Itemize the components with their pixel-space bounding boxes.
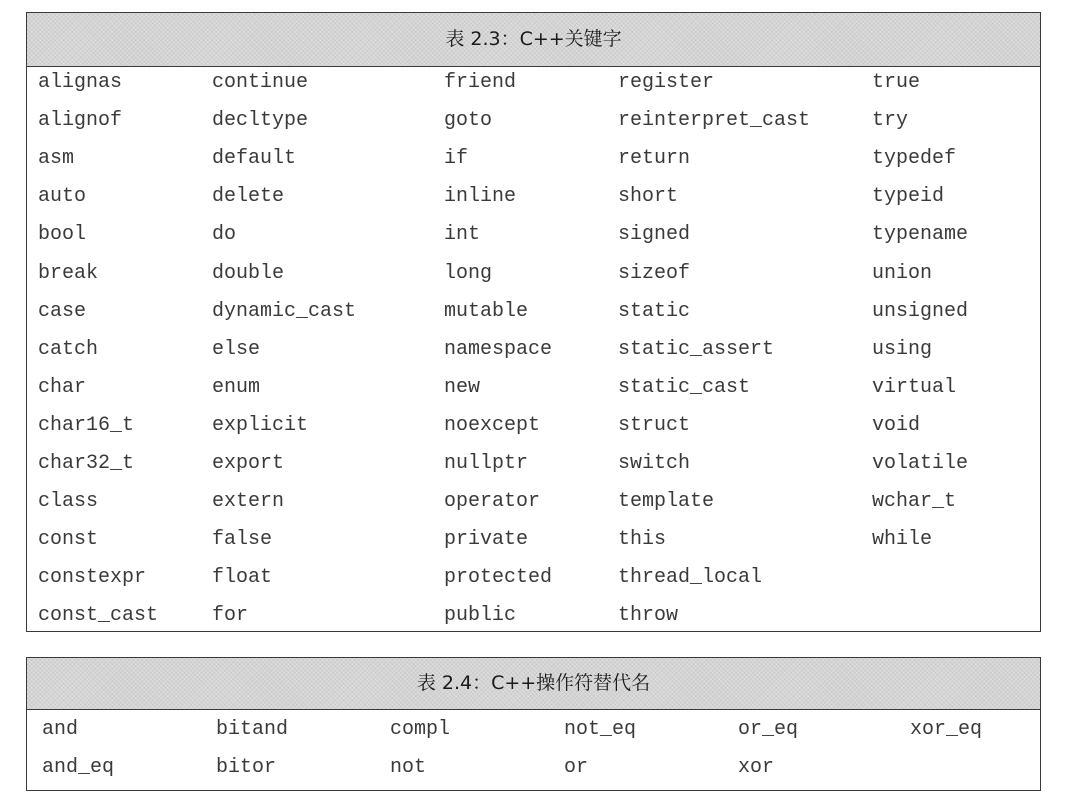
operator-cell: not	[390, 756, 427, 779]
keyword-cell: goto	[444, 109, 493, 133]
keyword-cell: public	[444, 604, 517, 628]
keyword-cell: typedef	[872, 147, 957, 171]
keyword-cell: true	[872, 71, 921, 94]
keyword-cell: try	[872, 109, 909, 133]
operator-cell: and	[42, 718, 79, 741]
keyword-cell: signed	[618, 223, 691, 247]
keyword-cell: static_cast	[618, 375, 751, 399]
keyword-cell: protected	[444, 566, 553, 590]
keyword-cell: thread_local	[618, 566, 763, 590]
operator-cell: xor_eq	[910, 718, 983, 741]
keyword-cell: this	[618, 528, 667, 552]
keyword-cell: sizeof	[618, 261, 691, 285]
keyword-cell: private	[444, 528, 529, 552]
keyword-cell: virtual	[872, 375, 957, 399]
keyword-cell: else	[212, 337, 261, 361]
keyword-cell: throw	[618, 604, 679, 628]
keyword-cell: long	[444, 261, 493, 285]
keyword-cell: volatile	[872, 452, 969, 475]
keyword-cell: static	[618, 299, 691, 323]
keyword-cell: auto	[38, 185, 87, 209]
keyword-cell: typeid	[872, 185, 945, 209]
keyword-cell: void	[872, 413, 921, 437]
keyword-cell: continue	[212, 71, 309, 94]
keyword-cell: extern	[212, 490, 285, 514]
keyword-cell: char	[38, 375, 87, 399]
keyword-cell: do	[212, 223, 237, 247]
keyword-cell: alignas	[38, 71, 123, 94]
operator-cell: xor	[738, 756, 775, 779]
keyword-cell: char32_t	[38, 452, 135, 475]
operator-cell: bitor	[216, 756, 277, 779]
keyword-cell: class	[38, 490, 99, 514]
keyword-cell: short	[618, 185, 679, 209]
operator-cell: and_eq	[42, 756, 115, 779]
operator-alternatives-table	[26, 657, 1041, 791]
operator-cell: or	[564, 756, 589, 779]
keyword-cell: struct	[618, 413, 691, 437]
keyword-cell: namespace	[444, 337, 553, 361]
keyword-cell: delete	[212, 185, 285, 209]
keyword-cell: false	[212, 528, 273, 552]
keyword-cell: double	[212, 261, 285, 285]
keyword-cell: float	[212, 566, 273, 590]
operator-alternatives-table-title: 表 2.4：C++操作符替代名	[27, 658, 1040, 710]
keyword-cell: using	[872, 337, 933, 361]
keyword-cell: new	[444, 375, 481, 399]
keyword-cell: const_cast	[38, 604, 159, 628]
keyword-cell: constexpr	[38, 566, 147, 590]
keyword-cell: break	[38, 261, 99, 285]
keyword-cell: asm	[38, 147, 75, 171]
keyword-cell: decltype	[212, 109, 309, 133]
keyword-cell: operator	[444, 490, 541, 514]
keyword-cell: catch	[38, 337, 99, 361]
keyword-cell: if	[444, 147, 469, 171]
keyword-cell: int	[444, 223, 481, 247]
keyword-cell: export	[212, 452, 285, 475]
keyword-cell: unsigned	[872, 299, 969, 323]
keyword-cell: reinterpret_cast	[618, 109, 811, 133]
keyword-cell: noexcept	[444, 413, 541, 437]
keyword-cell: register	[618, 71, 715, 94]
keyword-cell: nullptr	[444, 452, 529, 475]
keyword-cell: default	[212, 147, 297, 171]
keyword-cell: switch	[618, 452, 691, 475]
keyword-cell: case	[38, 299, 87, 323]
keyword-cell: while	[872, 528, 933, 552]
operator-cell: bitand	[216, 718, 289, 741]
keywords-table-title: 表 2.3：C++关键字	[27, 13, 1040, 67]
keyword-cell: return	[618, 147, 691, 171]
keyword-cell: const	[38, 528, 99, 552]
keyword-cell: bool	[38, 223, 87, 247]
operator-cell: or_eq	[738, 718, 799, 741]
keyword-cell: template	[618, 490, 715, 514]
operator-cell: not_eq	[564, 718, 637, 741]
keyword-cell: wchar_t	[872, 490, 957, 514]
operator-cell: compl	[390, 718, 451, 741]
keyword-cell: enum	[212, 375, 261, 399]
keyword-cell: union	[872, 261, 933, 285]
keyword-cell: typename	[872, 223, 969, 247]
keyword-cell: inline	[444, 185, 517, 209]
keywords-table	[26, 12, 1041, 632]
keyword-cell: explicit	[212, 413, 309, 437]
keyword-cell: friend	[444, 71, 517, 94]
keyword-cell: dynamic_cast	[212, 299, 357, 323]
keyword-cell: mutable	[444, 299, 529, 323]
keyword-cell: char16_t	[38, 413, 135, 437]
keyword-cell: alignof	[38, 109, 123, 133]
keyword-cell: static_assert	[618, 337, 775, 361]
keyword-cell: for	[212, 604, 249, 628]
